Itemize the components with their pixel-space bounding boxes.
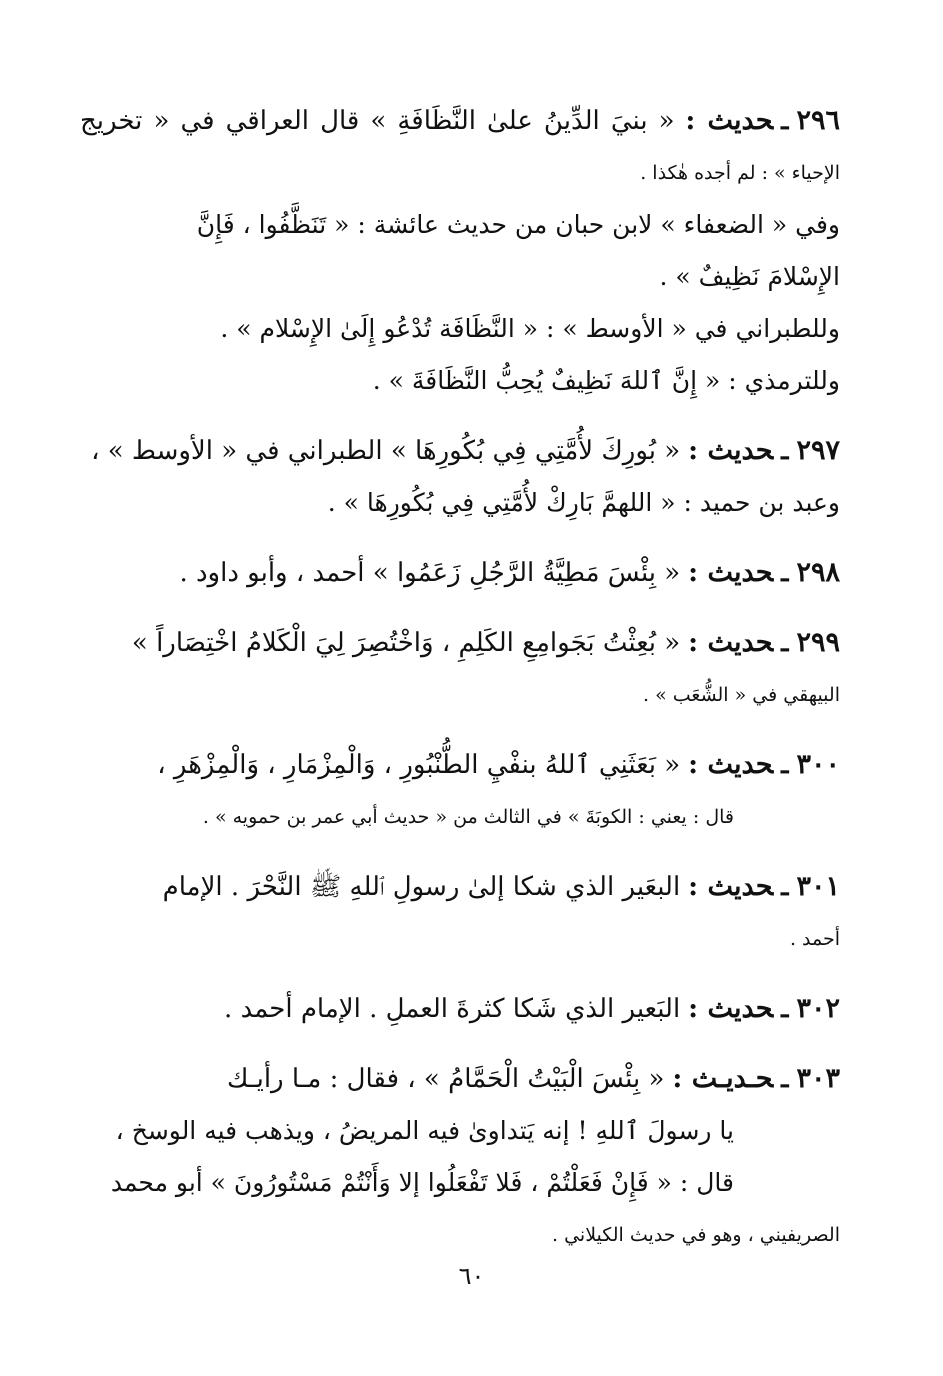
entry-line xyxy=(80,95,840,147)
hadith-entry-296 xyxy=(80,95,840,407)
entry-line xyxy=(80,547,840,599)
entry-line xyxy=(80,861,840,913)
entry-label: حـديـث : xyxy=(672,1063,774,1094)
entry-label: حديث : xyxy=(688,993,774,1024)
hadith-entry-302 xyxy=(80,983,840,1035)
hadith-entry-297 xyxy=(80,425,840,529)
entry-line xyxy=(80,739,840,791)
entry-text: « بنيَ الدِّينُ علىٰ النَّظَافَةِ » قال العراقي في « تخريج xyxy=(80,106,675,136)
entry-line xyxy=(80,1053,840,1105)
entry-number: ٣٠١ xyxy=(796,871,840,902)
entry-label: حديث : xyxy=(688,435,774,466)
entry-line: وعبد بن حميد : « اللهمَّ بَارِكْ لأُمَّتِي فِي بُكُورِهَا » . xyxy=(327,488,840,517)
dash-separator: ـ xyxy=(781,872,789,901)
entry-number: ٢٩٦ xyxy=(796,105,840,136)
entry-line: الإحياء » : لم أجده هٰكذا . xyxy=(640,162,840,184)
dash-separator: ـ xyxy=(781,106,789,135)
entry-text: « بِئْسَ مَطِيَّةُ الرَّجُلِ زَعَمُوا » أحمد ، وأبو داود . xyxy=(179,558,681,588)
entry-line: قال : « فَإِنْ فَعَلْتُمْ ، فَلا تَفْعَلُوا إلا وَأَنْتُمْ مَسْتُورُونَ » أبو محمد xyxy=(110,1168,734,1197)
document-body xyxy=(80,95,840,1279)
entry-line: البيهقي في « الشُّعَب » . xyxy=(643,684,840,706)
entry-number: ٢٩٩ xyxy=(796,627,840,658)
entry-text: « بَعَثَنِي ٱللهُ بنفْيِ الطُّنْبُورِ ، وَالْمِزْمَارِ ، وَالْمِزْهَرِ ، xyxy=(157,750,681,780)
entry-line: وللترمذي : « إِنَّ ٱللهَ نَظِيفٌ يُحِبُّ النَّظَافَةَ » . xyxy=(372,366,840,395)
entry-line xyxy=(80,983,840,1035)
hadith-entry-303 xyxy=(80,1053,840,1261)
entry-label: حديث : xyxy=(688,557,774,588)
entry-line: قال : يعني : الكوبَةَ » في الثالث من « حديث أبي عمر بن حمويه » . xyxy=(202,806,734,828)
entry-line: الإِسْلامَ نَظِيفٌ » . xyxy=(659,262,840,291)
dash-separator: ـ xyxy=(781,750,789,779)
entry-line: أحمد . xyxy=(789,928,840,950)
entry-number: ٢٩٨ xyxy=(796,557,840,588)
dash-separator: ـ xyxy=(781,628,789,657)
hadith-entry-298 xyxy=(80,547,840,599)
entry-line: يا رسولَ ٱللهِ ! إنه يَتداوىٰ فيه المريضُ ، ويذهب فيه الوسخ ، xyxy=(115,1116,734,1145)
entry-line: وفي « الضعفاء » لابن حبان من حديث عائشة : « تَنَظَّفُوا ، فَإِنَّ xyxy=(196,210,840,239)
entry-text: « بِئْسَ الْبَيْتُ الْحَمَّامُ » ، فقال : مـا رأيـك xyxy=(227,1064,665,1094)
entry-line xyxy=(80,617,840,669)
entry-line xyxy=(80,425,840,477)
dash-separator: ـ xyxy=(781,994,789,1023)
entry-text: « بُعِثْتُ بَجَوامِعِ الكَلِمِ ، وَاخْتُصِرَ لِيَ الْكَلامُ اخْتِصَاراً » xyxy=(131,628,681,658)
entry-line: وللطبراني في « الأوسط » : « النَّظَافَة تُدْعُو إِلَىٰ الإِسْلام » . xyxy=(220,314,840,343)
entry-label: حديث : xyxy=(688,749,774,780)
entry-text: « بُورِكَ لأُمَّتِي فِي بُكُورِهَا » الطبراني في « الأوسط » ، xyxy=(91,436,681,466)
hadith-entry-300 xyxy=(80,739,840,843)
entry-number: ٣٠٣ xyxy=(796,1063,840,1094)
page-number: ٦٠ xyxy=(458,1262,485,1290)
entry-label: حديث : xyxy=(685,105,774,136)
hadith-entry-301 xyxy=(80,861,840,965)
dash-separator: ـ xyxy=(781,558,789,587)
entry-text: البَعير الذي شَكا كثرةَ العملِ . الإمام أحمد . xyxy=(224,994,681,1024)
entry-label: حديث : xyxy=(688,871,774,902)
entry-text: البعَير الذي شكا إلىٰ رسولِ ٱللهِ ﷺ النَّحْرَ . الإمام xyxy=(162,872,681,902)
hadith-entry-299 xyxy=(80,617,840,721)
entry-number: ٣٠٠ xyxy=(796,749,840,780)
entry-number: ٣٠٢ xyxy=(796,993,840,1024)
entry-label: حديث : xyxy=(688,627,774,658)
entry-line: الصريفيني ، وهو في حديث الكيلاني . xyxy=(552,1224,840,1246)
entry-number: ٢٩٧ xyxy=(796,435,840,466)
dash-separator: ـ xyxy=(781,1064,789,1093)
dash-separator: ـ xyxy=(781,436,789,465)
